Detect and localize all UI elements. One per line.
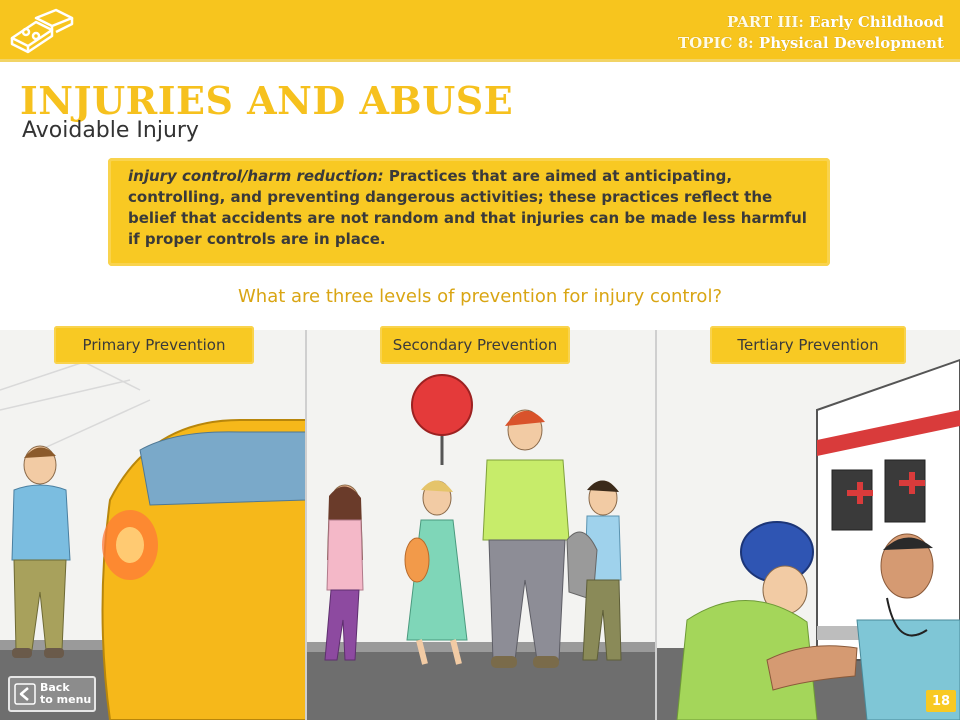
tab-tertiary-prevention[interactable]: Tertiary Prevention	[710, 326, 906, 364]
header-bar	[0, 0, 960, 62]
part-label: PART III:	[726, 13, 804, 31]
page-title: INJURIES AND ABUSE	[20, 78, 514, 123]
tertiary-prevention-illustration	[657, 330, 960, 720]
back-to-menu-button[interactable]	[8, 676, 96, 712]
primary-prevention-illustration	[0, 330, 306, 720]
tab-secondary-prevention[interactable]: Secondary Prevention	[380, 326, 570, 364]
part-value: Early Childhood	[809, 13, 944, 31]
crossing-guard-image	[307, 330, 655, 720]
illustration-strip	[0, 330, 960, 720]
building-blocks-icon	[6, 8, 78, 56]
page-number: 18	[926, 690, 956, 712]
boy-and-car-image	[0, 330, 306, 720]
back-label-line1: Back	[40, 681, 70, 694]
question-text: What are three levels of prevention for injury control?	[237, 286, 722, 307]
back-label-line2: to menu	[40, 693, 92, 706]
definition-text: Practices that are aimed at anticipating, controlling, and preventing dangerous activities; these practices reflect the belief that accidents are not random and that injuries can be made less harmful if proper controls are in place.	[128, 167, 807, 248]
secondary-prevention-illustration	[307, 330, 655, 720]
page-subtitle: Avoidable Injury	[22, 118, 199, 143]
course-location	[678, 12, 944, 54]
definition-term: injury control/harm reduction:	[128, 167, 384, 185]
topic-value: Physical Development	[758, 34, 944, 52]
ambulance-and-paramedic-image	[657, 330, 960, 720]
tab-primary-prevention[interactable]: Primary Prevention	[54, 326, 254, 364]
back-button-label	[40, 682, 91, 706]
back-arrow-icon	[14, 683, 36, 705]
definition-box	[108, 158, 830, 266]
topic-label: TOPIC 8:	[678, 34, 754, 52]
